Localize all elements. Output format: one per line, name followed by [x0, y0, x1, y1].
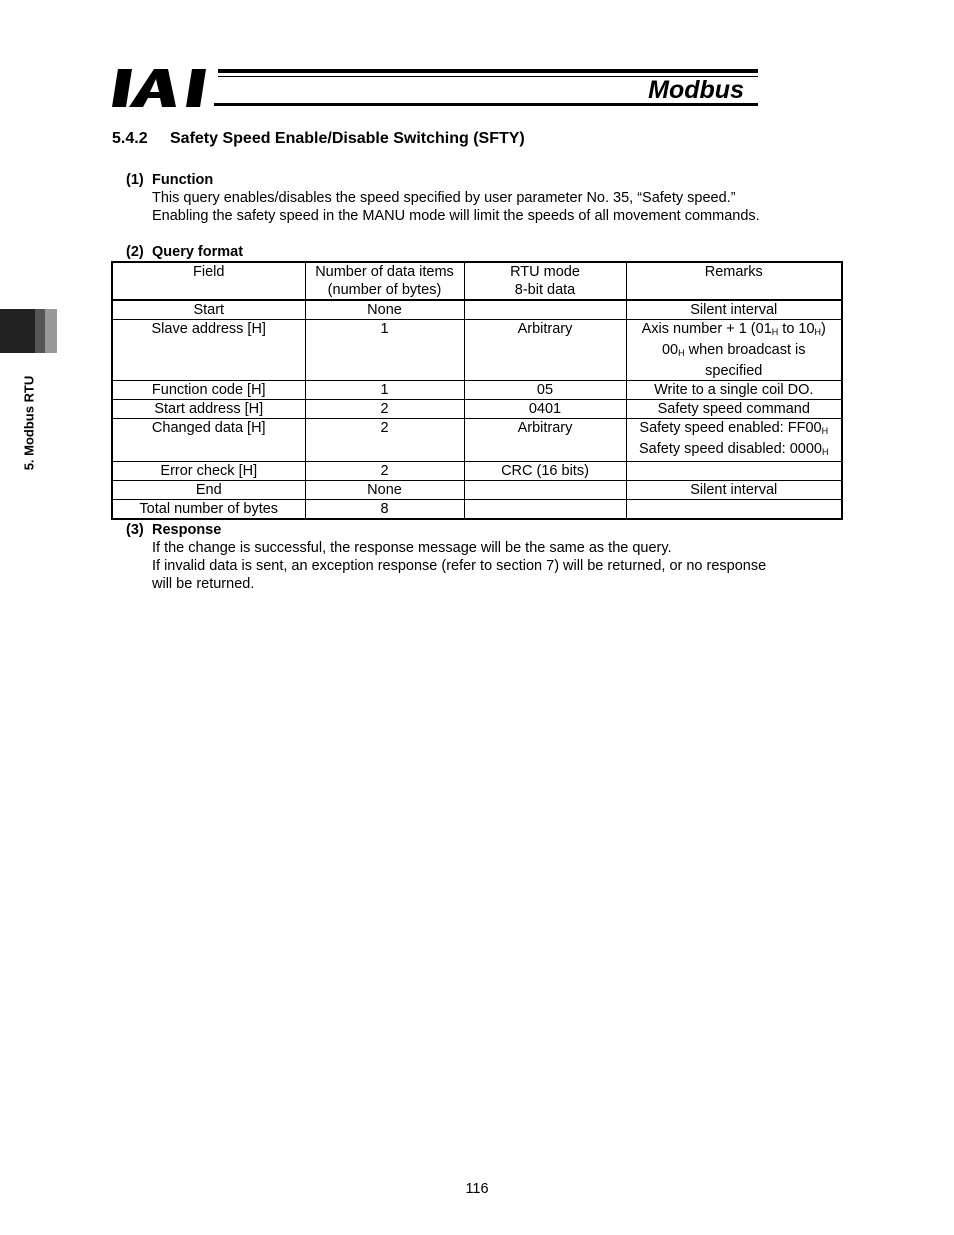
- header-rule-top: [218, 69, 758, 73]
- iai-logo: [112, 67, 212, 109]
- chapter-tab: [0, 309, 57, 353]
- query-format-table: [111, 261, 843, 520]
- chapter-label: 5. Modbus RTU: [21, 375, 37, 471]
- col-field-header: Field: [112, 262, 305, 300]
- table-header-row: [112, 262, 842, 300]
- function-text: This query enables/disables the speed specified by user parameter No. 35, “Safety speed.” Enabling the safety speed in the MANU mode will limit the speeds of all movement commands.: [152, 190, 760, 224]
- table-row: End None Silent interval: [112, 481, 842, 500]
- function-heading: (1) Function: [126, 172, 214, 188]
- table-row: Error check [H] 2 CRC (16 bits): [112, 462, 842, 481]
- response-text: If the change is successful, the response message will be the same as the query. If invalid data is sent, an exception response (refer to section 7) will be returned, or no response will be returned.: [152, 540, 767, 592]
- section-number: 5.4.2: [112, 130, 148, 147]
- col-rtu-header: RTU mode 8-bit data: [464, 262, 626, 300]
- col-items-header: Number of data items (number of bytes): [305, 262, 464, 300]
- changed-data-remarks: Safety speed enabled: $FF00_H$ Safety speed disabled: $0000_H$: [626, 419, 842, 462]
- slave-address-remarks: Axis number + 1 ($01_H$ to $10_H$) $00_H$ when broadcast is specified: [626, 320, 842, 381]
- page-number: 116: [465, 1181, 489, 1197]
- table-row: Start address [H] 2 0401 Safety speed command: [112, 400, 842, 419]
- header-title: Modbus: [648, 76, 744, 104]
- table-row: Start None Silent interval: [112, 300, 842, 320]
- section-title: [112, 130, 525, 148]
- response-heading: (3) Response: [126, 522, 222, 538]
- query-heading: (2) Query format: [126, 244, 244, 260]
- col-remarks-header: Remarks: [626, 262, 842, 300]
- section-heading: Safety Speed Enable/Disable Switching (SFTY): [170, 130, 525, 147]
- table-row: Function code [H] 1 05 Write to a single coil DO.: [112, 381, 842, 400]
- table-row: Total number of bytes 8: [112, 500, 842, 520]
- table-row: Slave address [H] 1 Arbitrary Axis number + 1 ($01_H$ to $10_H$) $00_H$ when broadcast is specified: [112, 320, 842, 381]
- table-row: Changed data [H] 2 Arbitrary Safety speed enabled: $FF00_H$ Safety speed disabled: $0000_H$: [112, 419, 842, 462]
